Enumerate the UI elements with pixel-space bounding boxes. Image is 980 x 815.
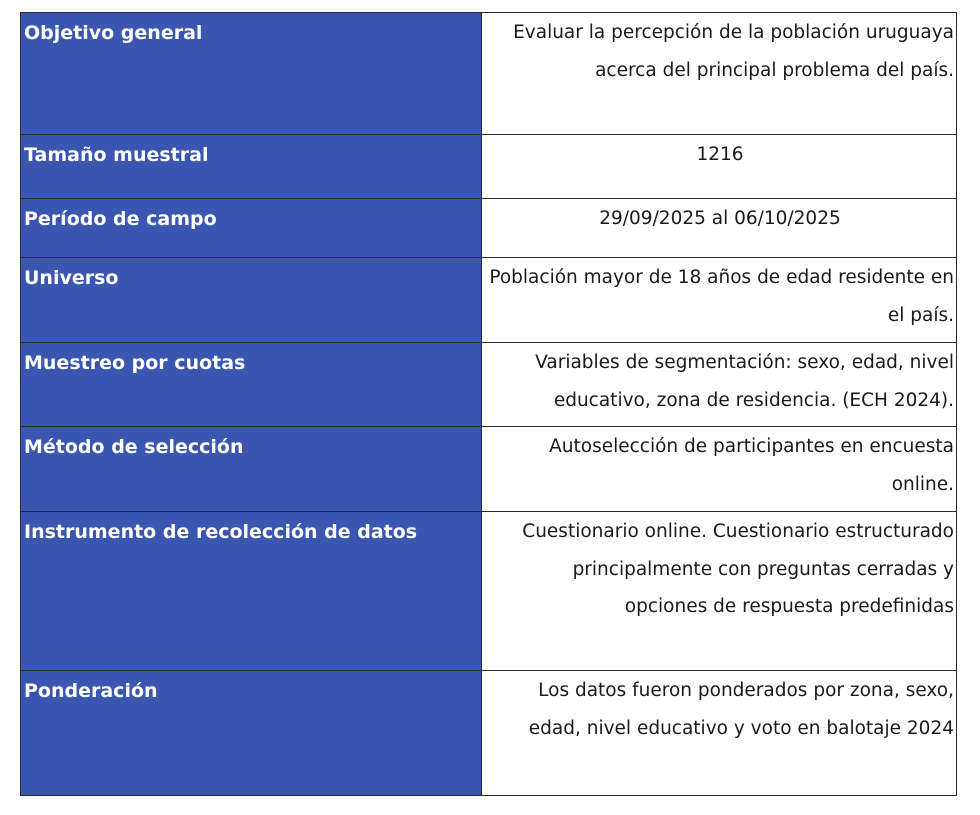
table-row-periodo (21, 199, 957, 258)
table-row-ponderacion (21, 671, 957, 796)
row-label: Tamaño muestral (21, 135, 482, 199)
row-label: Muestreo por cuotas (21, 343, 482, 427)
row-value: Cuestionario online. Cuestionario estructurado principalmente con preguntas cerradas y opciones de respuesta predefinidas (482, 512, 957, 671)
row-value: 1216 (482, 135, 957, 199)
methodology-table (20, 12, 957, 796)
table-row-universo (21, 258, 957, 343)
row-value: Evaluar la percepción de la población uruguaya acerca del principal problema del país. (482, 13, 957, 135)
row-label: Ponderación (21, 671, 482, 796)
row-value: Variables de segmentación: sexo, edad, nivel educativo, zona de residencia. (ECH 2024). (482, 343, 957, 427)
row-value: 29/09/2025 al 06/10/2025 (482, 199, 957, 258)
table-row-instrumento (21, 512, 957, 671)
table-row-tamano (21, 135, 957, 199)
table-row-objetivo (21, 13, 957, 135)
row-label: Instrumento de recolección de datos (21, 512, 482, 671)
row-label: Universo (21, 258, 482, 343)
row-label: Objetivo general (21, 13, 482, 135)
row-value: Los datos fueron ponderados por zona, sexo, edad, nivel educativo y voto en balotaje 2024 (482, 671, 957, 796)
table-row-muestreo (21, 343, 957, 427)
table-row-metodo (21, 427, 957, 512)
row-label: Período de campo (21, 199, 482, 258)
row-label: Método de selección (21, 427, 482, 512)
row-value: Autoselección de participantes en encuesta online. (482, 427, 957, 512)
row-value: Población mayor de 18 años de edad residente en el país. (482, 258, 957, 343)
